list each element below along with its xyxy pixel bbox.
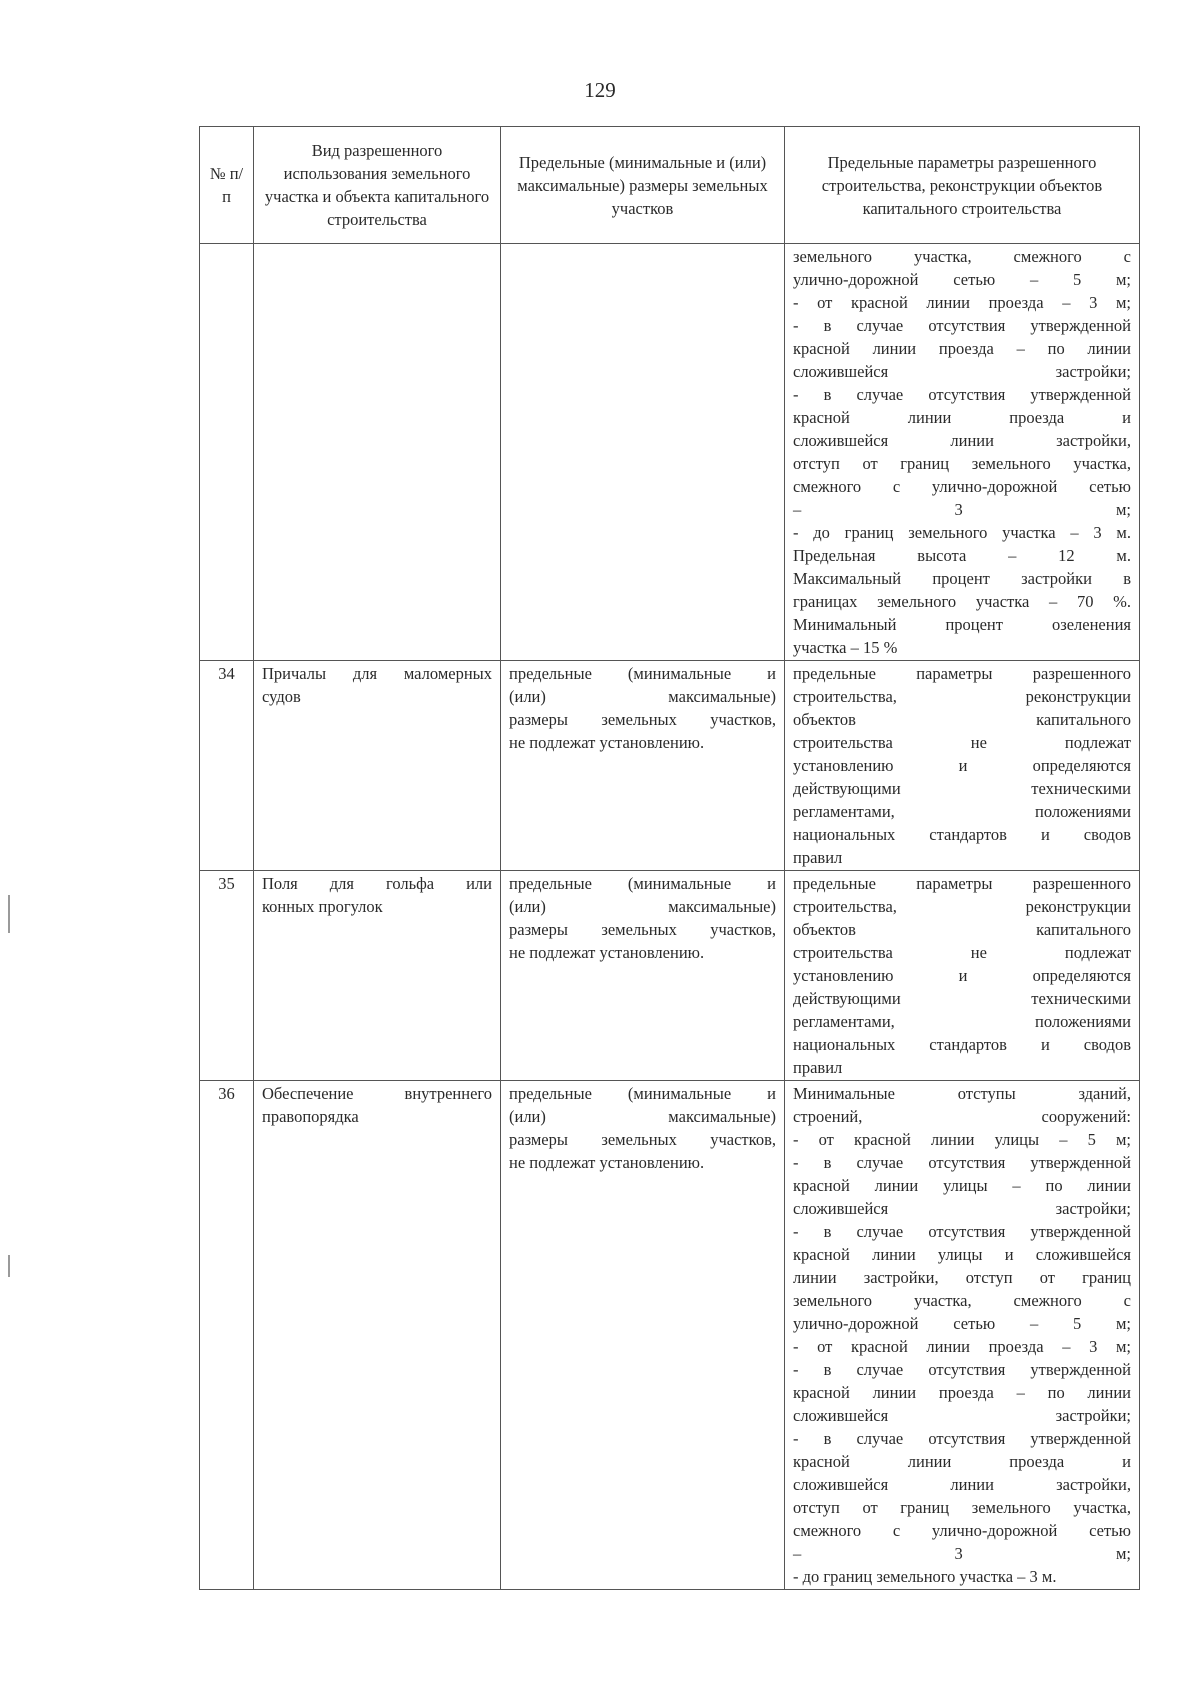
scan-margin-mark [8, 1255, 10, 1277]
cell-text-line: - до границ земельного участка – 3 м. [793, 1567, 1057, 1586]
cell-use-type [254, 661, 501, 871]
cell-text-line: строительства не подлежат [793, 733, 1131, 752]
cell-text-line: сложившейся линии застройки, [793, 1475, 1131, 1494]
cell-text-line: красной линии проезда – по линии [793, 1383, 1131, 1402]
cell-text-line: предельные (минимальные и [509, 874, 776, 893]
header-plot-sizes: Предельные (минимальные и (или) максимальные) размеры земельных участков [501, 127, 785, 244]
cell-text-line: (или) максимальные) [509, 687, 776, 706]
regulations-table [199, 126, 1140, 1590]
header-construction-params: Предельные параметры разрешенного строительства, реконструкции объектов капитального строительства [785, 127, 1140, 244]
table-row-continuation [200, 244, 1140, 661]
cell-text-line: установлению и определяются [793, 756, 1131, 775]
cell-text-line: правил [793, 1058, 843, 1077]
cell-text-line: красной линии улицы – по линии [793, 1176, 1131, 1195]
cell-text-line: (или) максимальные) [509, 897, 776, 916]
cell-text-line: Причалы для маломерных [262, 664, 492, 683]
cell-text-line: красной линии улицы и сложившейся [793, 1245, 1131, 1264]
cell-text-line: строительства, реконструкции [793, 897, 1131, 916]
cell-text-line: сложившейся застройки; [793, 1199, 1131, 1218]
cell-text-line: установлению и определяются [793, 966, 1131, 985]
page-number: 129 [584, 78, 616, 102]
cell-text-line: сложившейся линии застройки, [793, 431, 1131, 450]
cell-text-line: линии застройки, отступ от границ [793, 1268, 1131, 1287]
cell-text-line: смежного с улично-дорожной сетью [793, 1521, 1131, 1540]
cell-text-line: сложившейся застройки; [793, 1406, 1131, 1425]
cell-text-line: красной линии проезда – по линии [793, 339, 1131, 358]
cell-text-line: участка – 15 % [793, 638, 898, 657]
cell-text-line: судов [262, 687, 301, 706]
cell-text-line: национальных стандартов и сводов [793, 825, 1131, 844]
cell-plot-sizes [501, 244, 785, 661]
cell-text-line: размеры земельных участков, [509, 920, 776, 939]
cell-text-line: не подлежат установлению. [509, 1153, 705, 1172]
cell-text-line: объектов капитального [793, 920, 1131, 939]
cell-text-line: строительства не подлежат [793, 943, 1131, 962]
cell-text-line: - в случае отсутствия утвержденной [793, 1222, 1131, 1241]
cell-text-line: – 3 м; [793, 500, 1131, 519]
cell-text-line: действующими техническими [793, 989, 1131, 1008]
cell-plot-sizes [501, 1081, 785, 1590]
cell-plot-sizes [501, 871, 785, 1081]
cell-use-type [254, 871, 501, 1081]
cell-use-type [254, 244, 501, 661]
table-row [200, 1081, 1140, 1590]
cell-text-line: Максимальный процент застройки в [793, 569, 1131, 588]
cell-text-line: - в случае отсутствия утвержденной [793, 1153, 1131, 1172]
cell-text-line: объектов капитального [793, 710, 1131, 729]
cell-text-line: Поля для гольфа или [262, 874, 492, 893]
cell-text-line: не подлежат установлению. [509, 943, 705, 962]
cell-text-line: (или) максимальные) [509, 1107, 776, 1126]
cell-text-line: - в случае отсутствия утвержденной [793, 385, 1131, 404]
cell-text-line: предельные параметры разрешенного [793, 664, 1131, 683]
cell-number: 34 [200, 661, 254, 871]
cell-text-line: регламентами, положениями [793, 802, 1131, 821]
cell-plot-sizes [501, 661, 785, 871]
cell-text-line: красной линии проезда и [793, 1452, 1131, 1471]
table-row [200, 661, 1140, 871]
cell-construction-params [785, 871, 1140, 1081]
cell-text-line: сложившейся застройки; [793, 362, 1131, 381]
scan-margin-mark [8, 895, 10, 933]
cell-text-line: размеры земельных участков, [509, 710, 776, 729]
cell-text-line: предельные (минимальные и [509, 664, 776, 683]
cell-text-line: – 3 м; [793, 1544, 1131, 1563]
cell-number [200, 244, 254, 661]
cell-text-line: смежного с улично-дорожной сетью [793, 477, 1131, 496]
cell-text-line: Минимальные отступы зданий, [793, 1084, 1131, 1103]
cell-text-line: предельные параметры разрешенного [793, 874, 1131, 893]
cell-text-line: строений, сооружений: [793, 1107, 1131, 1126]
cell-text-line: земельного участка, смежного с [793, 1291, 1131, 1310]
cell-text-line: правопорядка [262, 1107, 359, 1126]
cell-text-line: улично-дорожной сетью – 5 м; [793, 1314, 1131, 1333]
cell-text-line: Минимальный процент озеленения [793, 615, 1131, 634]
cell-text-line: - в случае отсутствия утвержденной [793, 1360, 1131, 1379]
cell-text-line: строительства, реконструкции [793, 687, 1131, 706]
cell-text-line: - до границ земельного участка – 3 м. [793, 523, 1131, 542]
cell-text-line: правил [793, 848, 843, 867]
cell-text-line: Предельная высота – 12 м. [793, 546, 1131, 565]
cell-number: 36 [200, 1081, 254, 1590]
table-header-row [200, 127, 1140, 244]
cell-construction-params [785, 1081, 1140, 1590]
cell-text-line: размеры земельных участков, [509, 1130, 776, 1149]
cell-number: 35 [200, 871, 254, 1081]
cell-text-line: улично-дорожной сетью – 5 м; [793, 270, 1131, 289]
cell-text-line: отступ от границ земельного участка, [793, 1498, 1131, 1517]
cell-text-line: предельные (минимальные и [509, 1084, 776, 1103]
cell-text-line: - от красной линии улицы – 5 м; [793, 1130, 1131, 1149]
cell-text-line: красной линии проезда и [793, 408, 1131, 427]
cell-text-line: не подлежат установлению. [509, 733, 705, 752]
header-use-type: Вид разрешенного использования земельного участка и объекта капитального строительства [254, 127, 501, 244]
cell-text-line: действующими техническими [793, 779, 1131, 798]
cell-text-line: - в случае отсутствия утвержденной [793, 316, 1131, 335]
cell-text-line: регламентами, положениями [793, 1012, 1131, 1031]
cell-text-line: границах земельного участка – 70 %. [793, 592, 1131, 611]
header-number: № п/п [200, 127, 254, 244]
cell-text-line: земельного участка, смежного с [793, 247, 1131, 266]
cell-use-type [254, 1081, 501, 1590]
cell-construction-params [785, 244, 1140, 661]
cell-text-line: - от красной линии проезда – 3 м; [793, 293, 1131, 312]
cell-text-line: конных прогулок [262, 897, 383, 916]
cell-text-line: Обеспечение внутреннего [262, 1084, 492, 1103]
cell-construction-params [785, 661, 1140, 871]
table-row [200, 871, 1140, 1081]
cell-text-line: - в случае отсутствия утвержденной [793, 1429, 1131, 1448]
cell-text-line: отступ от границ земельного участка, [793, 454, 1131, 473]
cell-text-line: национальных стандартов и сводов [793, 1035, 1131, 1054]
cell-text-line: - от красной линии проезда – 3 м; [793, 1337, 1131, 1356]
